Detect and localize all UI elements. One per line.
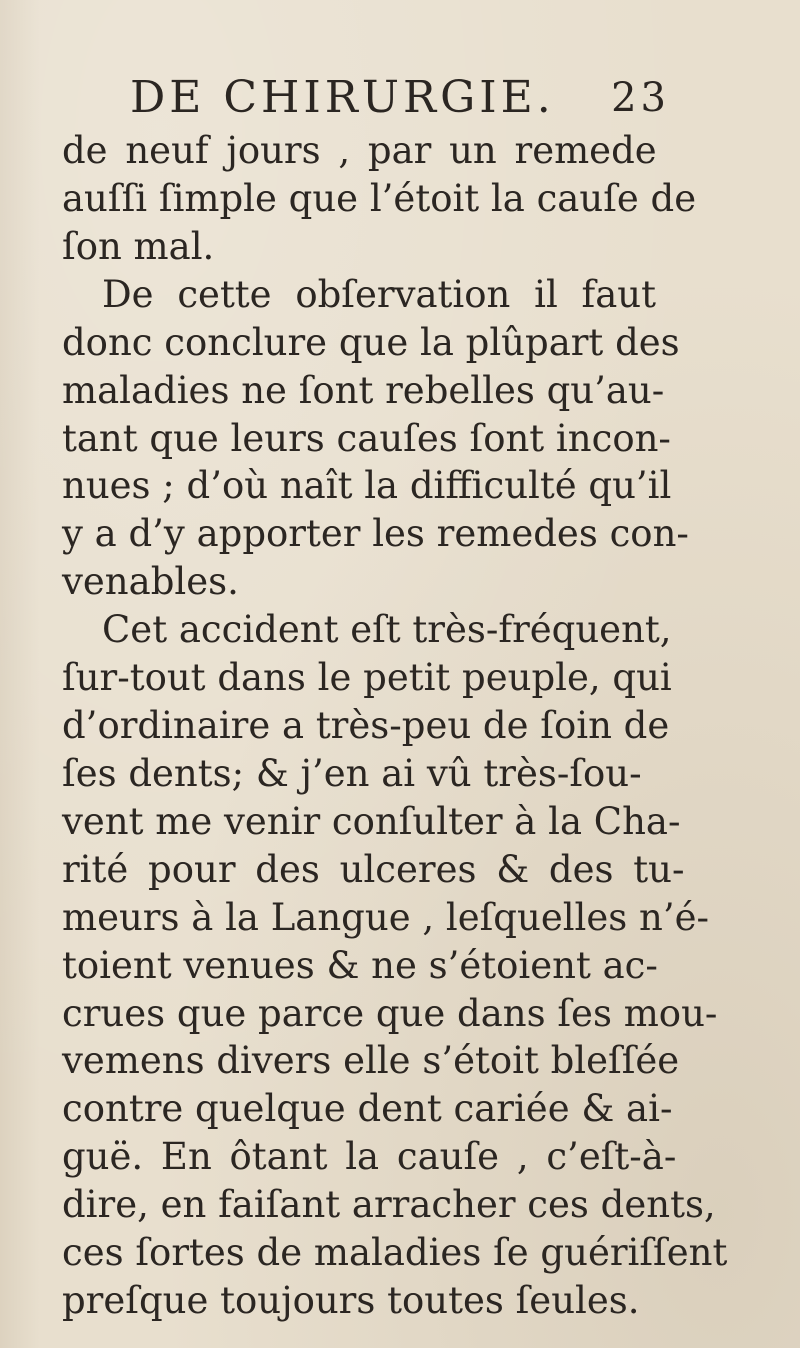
text-line: auſſi ſimple que l’étoit la cauſe de xyxy=(62,176,697,220)
text-line: y a d’y apporter les remedes con- xyxy=(62,512,689,556)
text-line: De cette obſervation il faut xyxy=(102,272,656,316)
text-line: meurs à la Langue , leſquelles n’é- xyxy=(62,895,710,939)
running-title: DE CHIRURGIE. xyxy=(130,72,555,123)
text-line: de neuf jours , par un remede xyxy=(62,129,657,172)
page-number: 23 xyxy=(611,75,670,121)
text-line: preſque toujours toutes ſeules. xyxy=(62,1279,640,1322)
text-line: dire, en faiſant arracher ces dents, xyxy=(62,1183,716,1227)
text-line: vent me venir conſulter à la Cha- xyxy=(62,799,681,843)
text-line: d’ordinaire a très-peu de ſoin de xyxy=(62,704,670,747)
text-line: maladies ne ſont rebelles qu’au- xyxy=(62,368,665,412)
text-line: vemens divers elle s’étoit bleſſée xyxy=(62,1039,680,1083)
text-line: donc conclure que la plûpart des xyxy=(62,320,680,364)
text-line: ſon mal. xyxy=(62,224,215,268)
text-line: Cet accident eſt très-fréquent, xyxy=(102,608,672,652)
text-line: crues que parce que dans ſes mou- xyxy=(62,991,718,1035)
text-line: ces ſortes de maladies ſe guériſſent xyxy=(62,1231,728,1275)
text-line: contre quelque dent cariée & ai- xyxy=(62,1087,673,1131)
text-line: venables. xyxy=(62,560,239,604)
text-line: ſur-tout dans le petit peuple, qui xyxy=(62,656,672,700)
text-line: rité pour des ulceres & des tu- xyxy=(62,847,685,891)
text-line: toient venues & ne s’étoient ac- xyxy=(62,943,658,987)
text-line: nues ; d’où naît la difficulté qu’il xyxy=(62,464,672,508)
page-header xyxy=(130,70,670,126)
text-line: ſes dents; & j’en ai vû très-ſou- xyxy=(62,751,642,795)
text-line: tant que leurs cauſes ſont incon- xyxy=(62,416,671,460)
text-line: guë. En ôtant la cauſe , c’eſt-à- xyxy=(62,1135,677,1179)
